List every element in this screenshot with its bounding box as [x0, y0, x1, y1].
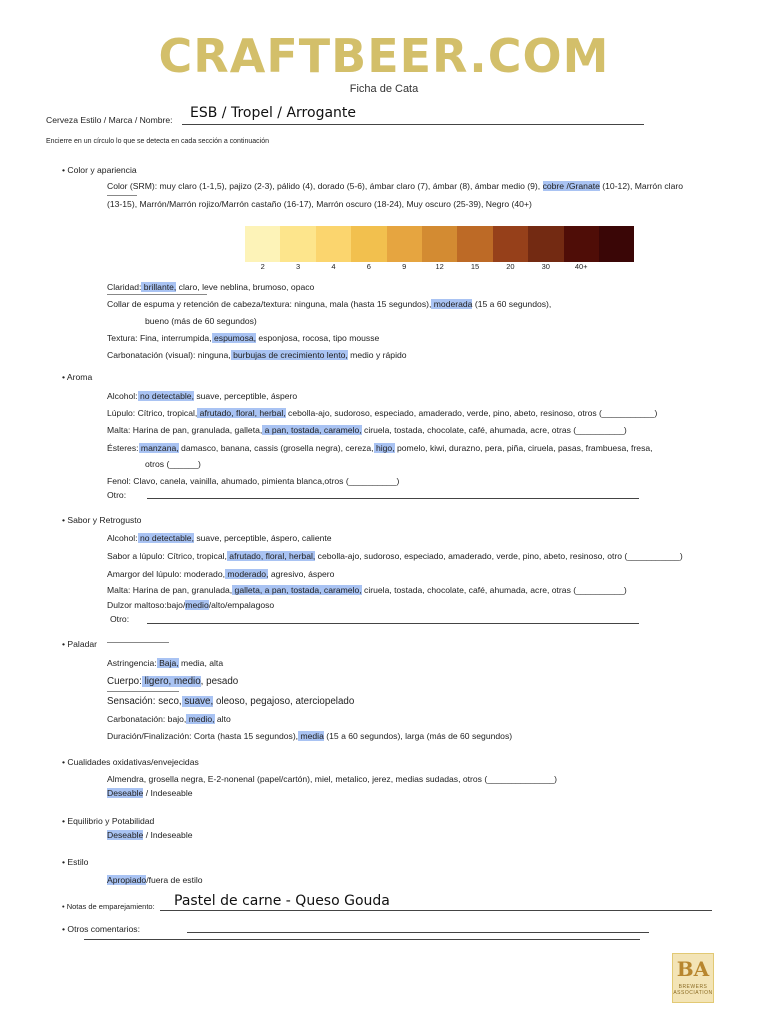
sabor-alcohol-line: Alcohol: no detectable, suave, perceptible, áspero, caliente — [107, 533, 332, 543]
oxidativas-choice: Deseable / Indeseable — [107, 788, 193, 798]
srm-scale-ticks — [245, 262, 599, 271]
srm-tick-label: 3 — [296, 262, 301, 271]
srm-tick-label: 6 — [366, 262, 371, 271]
aroma-fenol-line: Fenol: Clavo, canela, vainilla, ahumado, pimienta blanca,otros (__________) — [107, 476, 400, 486]
aroma-otro-label: Otro: — [107, 490, 127, 500]
srm-tick-label: 40+ — [574, 262, 588, 271]
instruction-text: Encierre en un círculo lo que se detecta en cada sección a continuación — [46, 138, 269, 145]
aroma-otro-field[interactable] — [147, 498, 639, 499]
srm-swatch — [387, 226, 422, 262]
oxidativas-line: Almendra, grosella negra, E-2-nonenal (papel/cartón), miel, metalico, jerez, medias sudadas, otros (______________) — [107, 774, 557, 784]
srm-tick-label: 30 — [541, 262, 550, 271]
srm-swatch — [599, 226, 634, 262]
name-value[interactable]: ESB / Tropel / Arrogante — [190, 105, 357, 121]
sabor-lupulo-line: Sabor a lúpulo: Cítrico, tropical, afrutado, floral, herbal, cebolla-ajo, sudoroso, especiado, amaderado, verde, pino, abeto, resinoso, otro (___________) — [107, 551, 683, 561]
collar-line2: bueno (más de 60 segundos) — [145, 316, 257, 326]
comentarios-field[interactable] — [187, 932, 649, 933]
notas-value[interactable]: Pastel de carne - Queso Gouda — [174, 893, 390, 909]
estilo-choice: Apropiado/fuera de estilo — [107, 875, 203, 885]
notas-underline — [160, 910, 712, 911]
color-srm-line1: Color (SRM): muy claro (1-1,5), pajizo (2-3), pálido (4), dorado (5-6), ámbar claro (7), ámbar (8), ámbar medio (9), cobre /Granate (10-12), Marrón claro — [107, 181, 683, 191]
srm-swatch — [493, 226, 528, 262]
srm-tick-label: 15 — [470, 262, 480, 271]
section-aroma-heading: • Aroma — [62, 372, 93, 382]
collar-line: Collar de espuma y retención de cabeza/textura: ninguna, mala (hasta 15 segundos), moderada (15 a 60 segundos), — [107, 299, 552, 309]
name-underline — [182, 124, 644, 125]
srm-tick-label: 2 — [260, 262, 265, 271]
textura-line: Textura: Fina, interrumpida, espumosa, esponjosa, rocosa, tipo mousse — [107, 333, 380, 343]
srm-swatch — [564, 226, 599, 262]
comentarios-label: • Otros comentarios: — [62, 924, 140, 934]
craftbeer-logo: CRAFTBEER.COM — [158, 29, 610, 83]
page-title: Ficha de Cata — [349, 83, 419, 95]
sabor-otro-label: Otro: — [110, 614, 130, 624]
aroma-malta-line: Malta: Harina de pan, granulada, galleta, a pan, tostada, caramelo, ciruela, tostada, chocolate, café, ahumada, acre, otras (__________) — [107, 425, 627, 435]
sabor-dulzor-line: Dulzor maltoso:bajo/medio/alto/empalagoso — [107, 600, 275, 610]
divider — [107, 294, 207, 295]
section-equilibrio-heading: • Equilibrio y Potabilidad — [62, 816, 155, 826]
paladar-sensacion-line: Sensación: seco, suave, oleoso, pegajoso, aterciopelado — [107, 696, 355, 707]
srm-swatch — [528, 226, 563, 262]
color-srm-line2: (13-15), Marrón/Marrón rojizo/Marrón castaño (16-17), Marrón oscuro (18-24), Muy oscuro (25-39), Negro (40+) — [107, 199, 532, 209]
srm-swatch — [422, 226, 457, 262]
section-oxidativas-heading: • Cualidades oxidativas/envejecidas — [62, 757, 199, 767]
divider — [107, 195, 137, 196]
srm-swatch — [351, 226, 386, 262]
aroma-lupulo-line: Lúpulo: Cítrico, tropical, afrutado, floral, herbal, cebolla-ajo, sudoroso, especiado, amaderado, verde, pino, abeto, resinoso, otros (___________) — [107, 408, 658, 418]
aroma-esteres-line2: otros (______) — [145, 459, 201, 469]
sabor-amargor-line: Amargor del lúpulo: moderado, moderado, agresivo, áspero — [107, 569, 335, 579]
sabor-malta-line: Malta: Harina de pan, granulada, galleta, a pan, tostada, caramelo, ciruela, tostada, chocolate, café, ahumada, acre, otras (__________) — [107, 585, 627, 595]
equilibrio-choice: Deseable / Indeseable — [107, 830, 193, 840]
section-estilo-heading: • Estilo — [62, 857, 89, 867]
highlight-cobre: cobre /Granate — [542, 181, 600, 191]
name-label: Cerveza Estilo / Marca / Nombre: — [46, 115, 173, 125]
srm-swatch — [457, 226, 492, 262]
paladar-cuerpo-line: Cuerpo: ligero, medio, pesado — [107, 676, 239, 687]
srm-tick-label: 9 — [402, 262, 407, 271]
section-paladar-heading: • Paladar — [62, 639, 98, 649]
divider — [107, 691, 179, 692]
srm-tick-label: 12 — [435, 262, 444, 271]
srm-swatch — [245, 226, 280, 262]
srm-swatch — [280, 226, 315, 262]
section-color-heading: • Color y apariencia — [62, 165, 137, 175]
srm-color-scale — [245, 226, 634, 262]
claridad-line: Claridad: brillante, claro, leve neblina, brumoso, opaco — [107, 282, 315, 292]
paladar-carbonatacion-line: Carbonatación: bajo, medio, alto — [107, 714, 231, 724]
srm-tick-label: 4 — [331, 262, 336, 271]
aroma-esteres-line: Ésteres: manzana, damasco, banana, cassis (grosella negra), cereza, higo, pomelo, kiwi, durazno, pera, piña, ciruela, pasas, frambuesa, fresa, — [107, 443, 653, 453]
section-sabor-heading: • Sabor y Retrogusto — [62, 515, 142, 525]
paladar-astringencia-line: Astringencia: Baja, media, alta — [107, 658, 224, 668]
carbonatacion-visual-line: Carbonatación (visual): ninguna, burbujas de crecimiento lento, medio y rápido — [107, 350, 407, 360]
notas-label: • Notas de emparejamiento: — [62, 902, 155, 911]
comentarios-field-line2[interactable] — [84, 939, 640, 940]
srm-tick-label: 20 — [506, 262, 515, 271]
paladar-duracion-line: Duración/Finalización: Corta (hasta 15 segundos), media (15 a 60 segundos), larga (más de 60 segundos) — [107, 731, 513, 741]
sabor-otro-field[interactable] — [147, 623, 639, 624]
divider — [107, 642, 169, 643]
srm-swatch — [316, 226, 351, 262]
aroma-alcohol-line: Alcohol: no detectable, suave, perceptible, áspero — [107, 391, 298, 401]
brewers-association-logo: BA BREWERS ASSOCIATION — [672, 953, 714, 1003]
